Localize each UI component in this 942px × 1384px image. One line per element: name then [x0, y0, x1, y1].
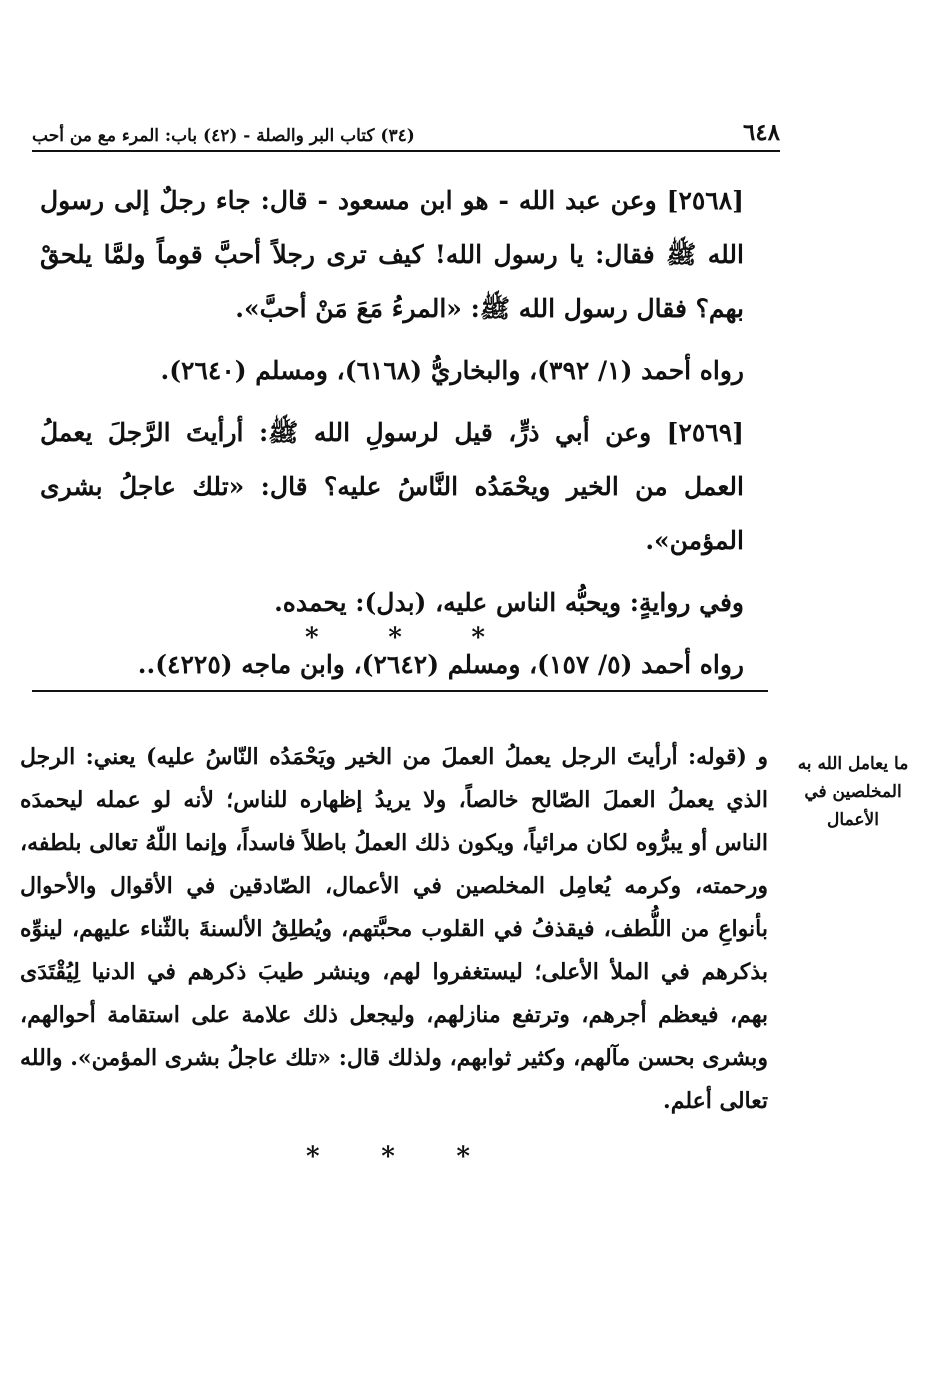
margin-note: ما يعامل الله به المخلصين في الأعمال: [797, 754, 909, 830]
hadith-text: [40, 174, 780, 692]
running-title: (٣٤) كتاب البر والصلة - (٤٢) باب: المرء مع من أحب: [32, 126, 415, 146]
commentary-rule: [32, 690, 768, 692]
hadith-2568-source: رواه أحمد (١/ ٣٩٢)، والبخاريُّ (٦١٦٨)، ومسلم (٢٦٤٠).: [160, 356, 744, 385]
separator-star: *: [305, 623, 319, 653]
hadith-2569: [٢٥٦٩] وعن أبي ذرٍّ، قيل لرسولِ الله ﷺ: أرأيتَ الرَّجلَ يعملُ العمل من الخير ويحْمَدُه النَّاسُ عليه؟ قال: «تلك عاجلُ بشرى المؤمن».: [40, 418, 744, 555]
hadith-2568: [٢٥٦٨] وعن عبد الله - هو ابن مسعود - قال: جاء رجلٌ إلى رسول الله ﷺ فقال: يا رسول الله! كيف ترى رجلاً أحبَّ قوماً ولمَّا يلحقْ بهم؟ فقال رسول الله ﷺ: «المرءُ مَعَ مَنْ أحبَّ».: [40, 186, 744, 323]
section-separator: [305, 623, 485, 653]
hadith-2569-variant: وفي روايةٍ: ويحبُّه الناس عليه، (بدل): يحمده.: [274, 588, 744, 617]
separator-star: *: [306, 1142, 320, 1172]
separator-star: *: [388, 623, 402, 653]
page-number: ٦٤٨: [742, 119, 780, 146]
commentary-text: [20, 736, 768, 1123]
end-separator: [306, 1142, 470, 1172]
commentary-paragraph: و (قوله: أرأيتَ الرجل يعملُ العملَ من الخير ويَحْمَدُه النّاسُ عليه) يعني: الرجل الذي يعملُ العملَ الصّالح خالصاً، ولا يريدُ إظهاره للناس؛ لأنه لو عمله ليحمدَه الناس أو يبرُّوه لكان مرائياً، ويكون ذلك العملُ باطلاً فاسداً، وإنما اللّهُ تعالى بلطفه، ورحمته، وكرمه يُعامِل المخلصين في الأعمال، الصّادقين في الأقوال والأحوال بأنواعِ من اللُّطف، فيقذفُ في القلوب محبَّتهم، ويُطلِقُ الألسنةَ بالثّناء عليهم، لينوِّه بذكرهم في الملأ الأعلى؛ ليستغفروا لهم، وينشر طيبَ ذكرهم في الدنيا لِيُقْتَدَى بهم، فيعظم أجرهم، وترتفع منازلهم، وليجعل ذلك علامة على استقامة أحوالهم، وبشرى بحسن مآلهم، وكثير ثوابهم، ولذلك قال: «تلك عاجلُ بشرى المؤمن». والله تعالى أعلم.: [20, 744, 768, 1114]
separator-star: *: [456, 1142, 470, 1172]
page-header: [32, 112, 780, 146]
hadith-2569-source: رواه أحمد (٥/ ١٥٧)، ومسلم (٢٦٤٢)، وابن ماجه (٤٢٢٥)..: [137, 650, 744, 679]
header-rule: [32, 150, 780, 152]
separator-star: *: [471, 623, 485, 653]
separator-star: *: [381, 1142, 395, 1172]
